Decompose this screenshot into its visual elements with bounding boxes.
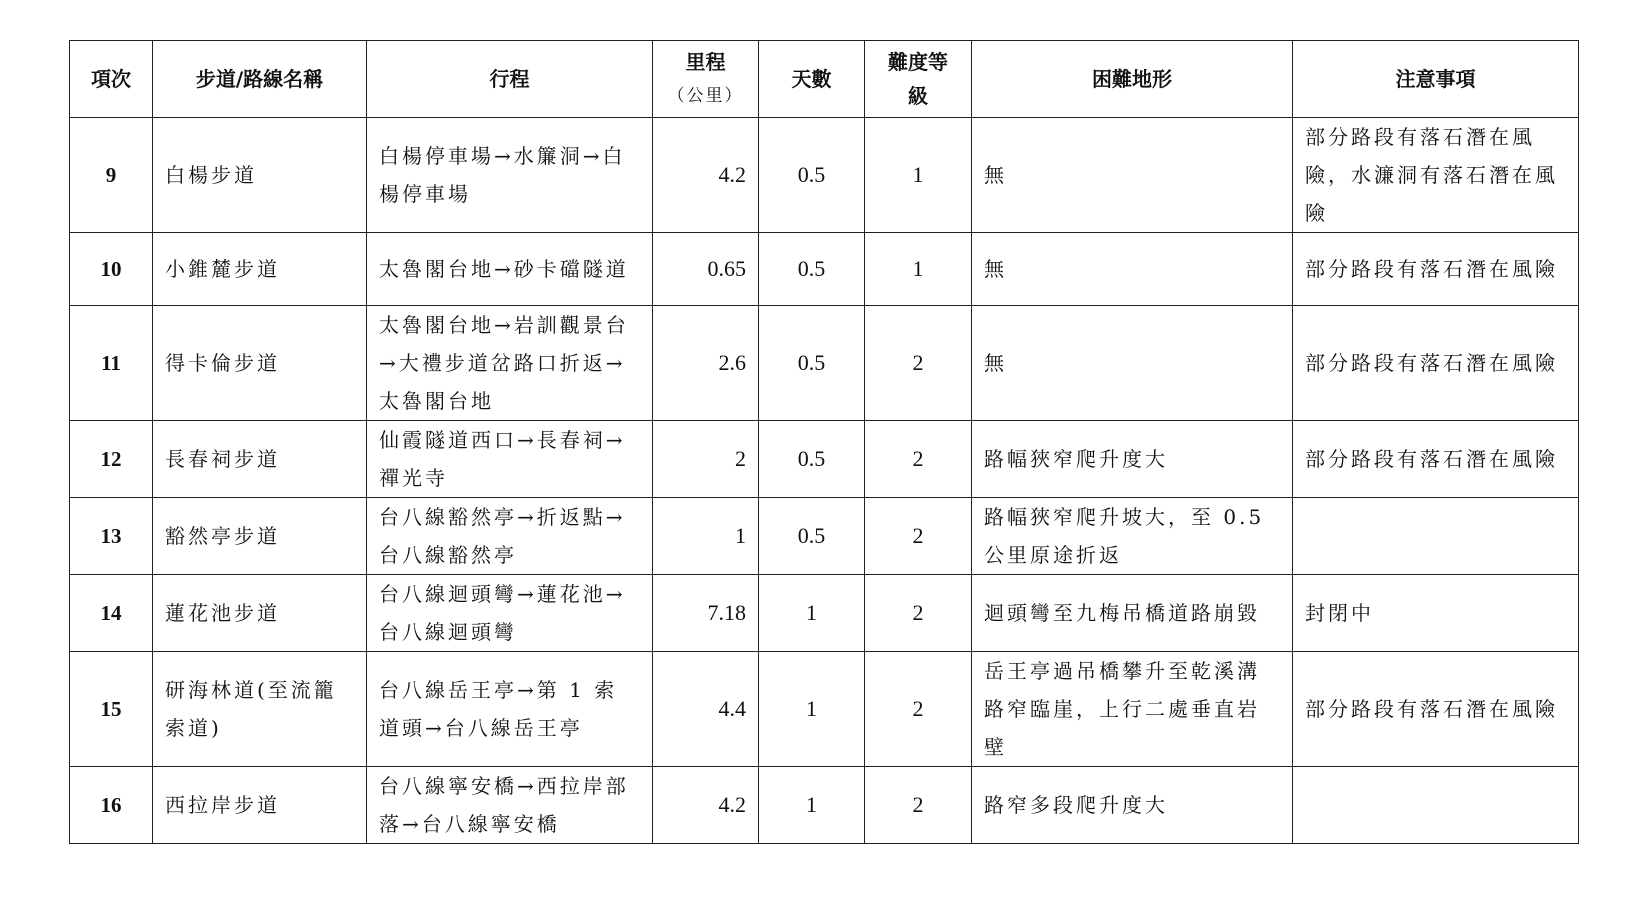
row-days: 0.5: [759, 233, 865, 306]
row-name: 豁然亭步道: [153, 498, 367, 575]
row-distance: 0.65: [653, 233, 759, 306]
row-distance: 4.4: [653, 652, 759, 767]
row-days: 0.5: [759, 118, 865, 233]
row-index: 12: [70, 421, 153, 498]
row-name: 得卡倫步道: [153, 306, 367, 421]
header-distance-unit: （公里）: [667, 86, 744, 106]
row-terrain: 無: [972, 118, 1293, 233]
header-distance-label: 里程: [685, 50, 726, 74]
row-name: 蓮花池步道: [153, 575, 367, 652]
table-row: [70, 652, 1579, 767]
row-index: 13: [70, 498, 153, 575]
row-name: 西拉岸步道: [153, 767, 367, 844]
table-row: [70, 767, 1579, 844]
row-days: 0.5: [759, 421, 865, 498]
row-distance: 2.6: [653, 306, 759, 421]
row-index: 14: [70, 575, 153, 652]
row-distance: 1: [653, 498, 759, 575]
row-index: 9: [70, 118, 153, 233]
row-notes: [1293, 767, 1579, 844]
row-route: 白楊停車場→水簾洞→白楊停車場: [367, 118, 653, 233]
row-notes: 部分路段有落石潛在風險: [1293, 306, 1579, 421]
row-route: 台八線迴頭彎→蓮花池→台八線迴頭彎: [367, 575, 653, 652]
row-days: 0.5: [759, 306, 865, 421]
table-row: [70, 233, 1579, 306]
table-row: [70, 575, 1579, 652]
row-index: 15: [70, 652, 153, 767]
row-name: 白楊步道: [153, 118, 367, 233]
row-level: 2: [865, 767, 972, 844]
row-terrain: 迴頭彎至九梅吊橋道路崩毀: [972, 575, 1293, 652]
row-level: 2: [865, 306, 972, 421]
row-route: 台八線寧安橋→西拉岸部落→台八線寧安橋: [367, 767, 653, 844]
row-level: 2: [865, 575, 972, 652]
row-index: 11: [70, 306, 153, 421]
row-days: 0.5: [759, 498, 865, 575]
row-days: 1: [759, 767, 865, 844]
row-distance: 7.18: [653, 575, 759, 652]
row-distance: 4.2: [653, 767, 759, 844]
header-index: 項次: [70, 41, 153, 118]
row-route: 台八線豁然亭→折返點→台八線豁然亭: [367, 498, 653, 575]
table-row: [70, 306, 1579, 421]
trail-table: [69, 40, 1579, 844]
row-notes: 部分路段有落石潛在風險，水濂洞有落石潛在風險: [1293, 118, 1579, 233]
row-terrain: 路幅狹窄爬升坡大，至 0.5 公里原途折返: [972, 498, 1293, 575]
header-distance: [653, 41, 759, 118]
row-route: 台八線岳王亭→第 1 索道頭→台八線岳王亭: [367, 652, 653, 767]
row-name: 研海林道(至流籠索道): [153, 652, 367, 767]
row-level: 2: [865, 652, 972, 767]
header-row: [70, 41, 1579, 118]
header-name: 步道/路線名稱: [153, 41, 367, 118]
row-days: 1: [759, 575, 865, 652]
row-distance: 2: [653, 421, 759, 498]
row-level: 2: [865, 498, 972, 575]
row-name: 小錐麓步道: [153, 233, 367, 306]
row-index: 16: [70, 767, 153, 844]
row-route: 仙霞隧道西口→長春祠→禪光寺: [367, 421, 653, 498]
header-terrain: 困難地形: [972, 41, 1293, 118]
table-row: [70, 118, 1579, 233]
header-route: 行程: [367, 41, 653, 118]
row-notes: 封閉中: [1293, 575, 1579, 652]
row-level: 2: [865, 421, 972, 498]
row-notes: 部分路段有落石潛在風險: [1293, 233, 1579, 306]
row-terrain: 無: [972, 233, 1293, 306]
row-level: 1: [865, 233, 972, 306]
row-notes: 部分路段有落石潛在風險: [1293, 421, 1579, 498]
header-days: 天數: [759, 41, 865, 118]
table-row: [70, 498, 1579, 575]
row-route: 太魯閣台地→岩訓觀景台→大禮步道岔路口折返→太魯閣台地: [367, 306, 653, 421]
row-terrain: 岳王亭過吊橋攀升至乾溪溝路窄臨崖，上行二處垂直岩壁: [972, 652, 1293, 767]
row-days: 1: [759, 652, 865, 767]
row-index: 10: [70, 233, 153, 306]
table-row: [70, 421, 1579, 498]
row-notes: 部分路段有落石潛在風險: [1293, 652, 1579, 767]
row-terrain: 路幅狹窄爬升度大: [972, 421, 1293, 498]
row-route: 太魯閣台地→砂卡礑隧道: [367, 233, 653, 306]
row-terrain: 無: [972, 306, 1293, 421]
row-terrain: 路窄多段爬升度大: [972, 767, 1293, 844]
row-notes: [1293, 498, 1579, 575]
row-level: 1: [865, 118, 972, 233]
header-difficulty: 難度等級: [865, 41, 972, 118]
header-notes: 注意事項: [1293, 41, 1579, 118]
row-distance: 4.2: [653, 118, 759, 233]
row-name: 長春祠步道: [153, 421, 367, 498]
